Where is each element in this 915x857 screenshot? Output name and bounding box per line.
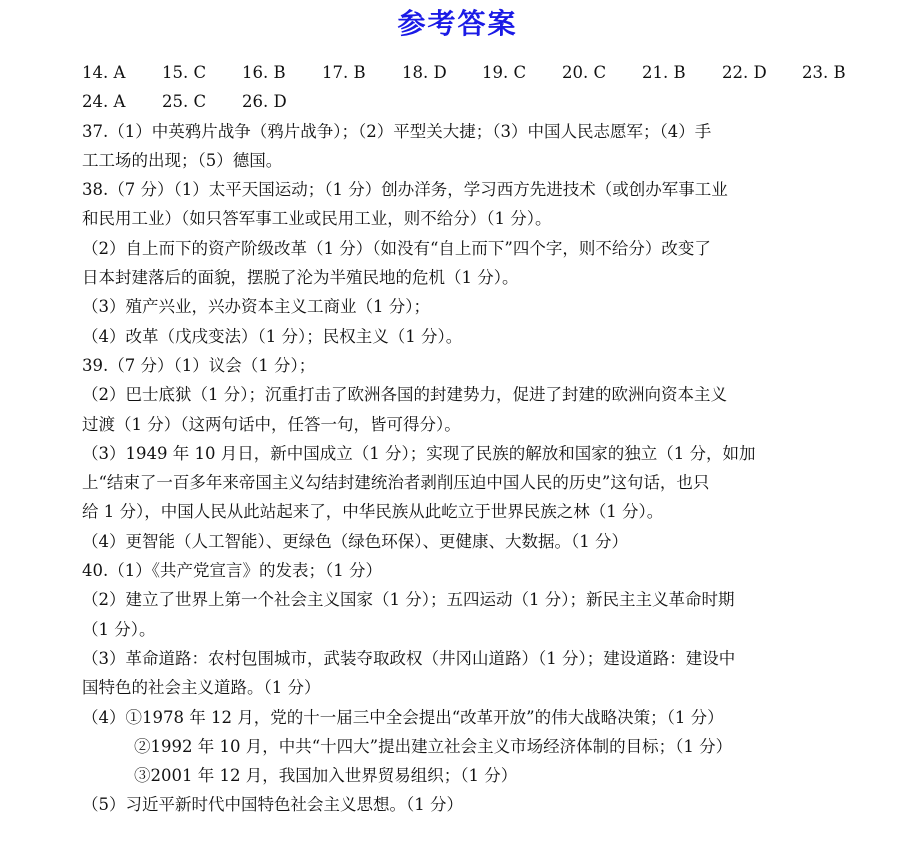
choice-answer: 22. D: [722, 63, 767, 82]
answer-40-line-6: （4）①1978 年 12 月，党的十一届三中全会提出“改革开放”的伟大战略决策；（1 分）: [82, 707, 724, 727]
answer-38-line-2: 和民用工业）（如只答军事工业或民用工业，则不给分）（1 分）。: [82, 209, 552, 229]
answer-40-line-3: （1 分）。: [82, 619, 156, 639]
choice-answers-row-2: [82, 87, 882, 116]
answer-40-line-1: 40.（1）《共产党宣言》的发表；（1 分）: [82, 561, 382, 581]
choice-answer: 15. C: [162, 63, 207, 82]
choice-answer: 21. B: [642, 63, 686, 82]
choice-answer: 18. D: [402, 63, 447, 82]
answer-38-line-4: 日本封建落后的面貌，摆脱了沦为半殖民地的危机（1 分）。: [82, 268, 519, 288]
answer-39-line-2: （2）巴士底狱（1 分）；沉重打击了欧洲各国的封建势力，促进了封建的欧洲向资本主义: [82, 385, 727, 405]
answer-40-line-9: （5）习近平新时代中国特色社会主义思想。（1 分）: [82, 795, 463, 815]
answer-39-line-7: （4）更智能（人工智能）、更绿色（绿色环保）、更健康、大数据。（1 分）: [82, 531, 628, 551]
choice-answer: 24. A: [82, 92, 126, 112]
answer-39-line-1: 39.（7 分）（1）议会（1 分）；: [82, 355, 316, 375]
answer-38-line-1: 38.（7 分）（1）太平天国运动；（1 分）创办洋务，学习西方先进技术（或创办军事工业: [82, 180, 728, 200]
answer-39-line-3: 过渡（1 分）（这两句话中，任答一句，皆可得分）。: [82, 414, 461, 434]
page-title: 参考答案: [397, 7, 518, 40]
answer-39-line-4: （3）1949 年 10 月日，新中国成立（1 分）；实现了民族的解放和国家的独立（1 分，如加: [82, 443, 756, 463]
answer-38-line-6: （4）改革（戊戌变法）（1 分）；民权主义（1 分）。: [82, 326, 463, 346]
answer-38-line-3: （2）自上而下的资产阶级改革（1 分）（如没有“自上而下”四个字，则不给分）改变了: [82, 238, 711, 258]
answer-content: [82, 58, 882, 820]
choice-answer: 23. B: [802, 63, 846, 82]
choice-answers-row-1: [82, 58, 882, 87]
choice-answer: 16. B: [242, 63, 286, 82]
answer-40-line-4: （3）革命道路：农村包围城市，武装夺取政权（井冈山道路）（1 分）；建设道路：建设中: [82, 648, 736, 668]
answer-40-line-2: （2）建立了世界上第一个社会主义国家（1 分）；五四运动（1 分）；新民主主义革命时期: [82, 590, 735, 610]
choice-answer: 14. A: [82, 63, 126, 82]
answer-40-line-7: ②1992 年 10 月，中共“十四大”提出建立社会主义市场经济体制的目标；（1 分）: [134, 736, 733, 756]
answer-40-line-8: ③2001 年 12 月，我国加入世界贸易组织；（1 分）: [134, 766, 518, 786]
choice-answer: 26. D: [242, 92, 287, 112]
choice-answer: 19. C: [482, 63, 527, 82]
choice-answer: 25. C: [162, 92, 207, 112]
answer-37-line-2: 工工场的出现；（5）德国。: [82, 150, 283, 170]
choice-answer: 17. B: [322, 63, 366, 82]
answer-39-line-5: 上“结束了一百多年来帝国主义勾结封建统治者剥削压迫中国人民的历史”这句话，也只: [82, 473, 710, 493]
answer-37-line-1: 37.（1）中英鸦片战争（鸦片战争）；（2）平型关大捷；（3）中国人民志愿军；（4）手: [82, 121, 712, 141]
answer-38-line-5: （3）殖产兴业，兴办资本主义工商业（1 分）；: [82, 297, 430, 317]
answer-40-line-5: 国特色的社会主义道路。（1 分）: [82, 678, 321, 698]
choice-answer: 20. C: [562, 63, 607, 82]
answer-39-line-6: 给 1 分），中国人民从此站起来了，中华民族从此屹立于世界民族之林（1 分）。: [82, 502, 664, 522]
